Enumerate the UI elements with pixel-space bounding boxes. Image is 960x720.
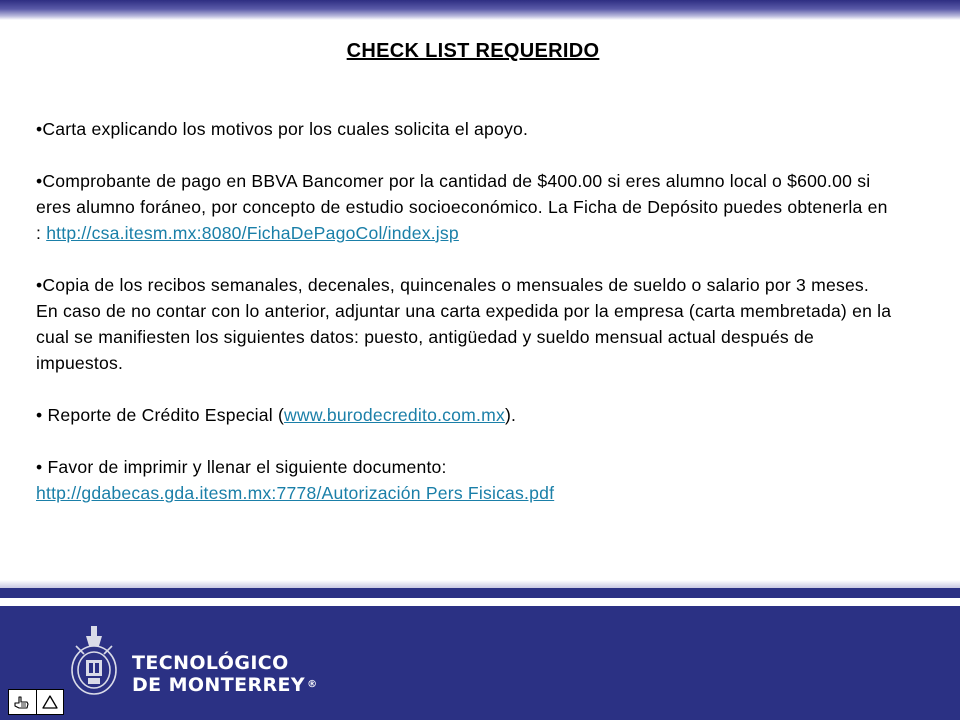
credit-bureau-link[interactable]: www.burodecredito.com.mx bbox=[284, 405, 505, 425]
university-seal-icon bbox=[66, 620, 122, 700]
authorization-pdf-link[interactable]: http://gdabecas.gda.itesm.mx:7778/Autorización Pers Fisicas.pdf bbox=[36, 483, 555, 503]
checklist-item-letter bbox=[36, 116, 896, 142]
item-text: •Carta explicando los motivos por los cuales solicita el apoyo. bbox=[36, 119, 529, 139]
triangle-home-icon[interactable] bbox=[36, 690, 64, 714]
payment-form-link[interactable]: http://csa.itesm.mx:8080/FichaDePagoCol/index.jsp bbox=[46, 223, 459, 243]
checklist bbox=[36, 116, 896, 532]
item-text: • Favor de imprimir y llenar el siguiente documento: bbox=[36, 457, 447, 477]
top-gradient-band bbox=[0, 0, 960, 20]
logo-line-2: DE MONTERREY ® bbox=[132, 674, 318, 696]
item-text-before: • Reporte de Crédito Especial ( bbox=[36, 405, 285, 425]
page-title: CHECK LIST REQUERIDO bbox=[346, 40, 600, 62]
checklist-item-authorization-form bbox=[36, 454, 896, 506]
hand-pointer-icon[interactable] bbox=[9, 690, 36, 714]
tecnologico-logo bbox=[132, 652, 317, 696]
footer-stripe bbox=[0, 588, 960, 598]
footer-band bbox=[0, 606, 960, 720]
checklist-item-credit-report bbox=[36, 402, 896, 428]
footer-white-gap bbox=[0, 598, 960, 606]
logo-line-1: TECNOLÓGICO bbox=[132, 652, 289, 674]
checklist-item-salary-receipts bbox=[36, 272, 896, 376]
item-text-after: ). bbox=[504, 405, 517, 425]
item-text: •Comprobante de pago en BBVA Bancomer por la cantidad de $400.00 si eres alumno local o $600.00 si eres alumno foráneo, por concepto de estudio socioeconómico. La Ficha de Depósito puedes obtenerla en : bbox=[36, 171, 888, 243]
registered-mark: ® bbox=[307, 679, 318, 690]
item-text: •Copia de los recibos semanales, decenales, quincenales o mensuales de sueldo o salario por 3 meses. En caso de no contar con lo anterior, adjuntar una carta expedida por la empresa (carta membretada) en la cual se manifiesten los siguientes datos: puesto, antigüedad y sueldo mensual actual después de impuestos. bbox=[36, 275, 892, 373]
slide-nav-buttons bbox=[8, 689, 64, 715]
footer-gradient bbox=[0, 580, 960, 588]
checklist-item-payment-receipt bbox=[36, 168, 896, 246]
